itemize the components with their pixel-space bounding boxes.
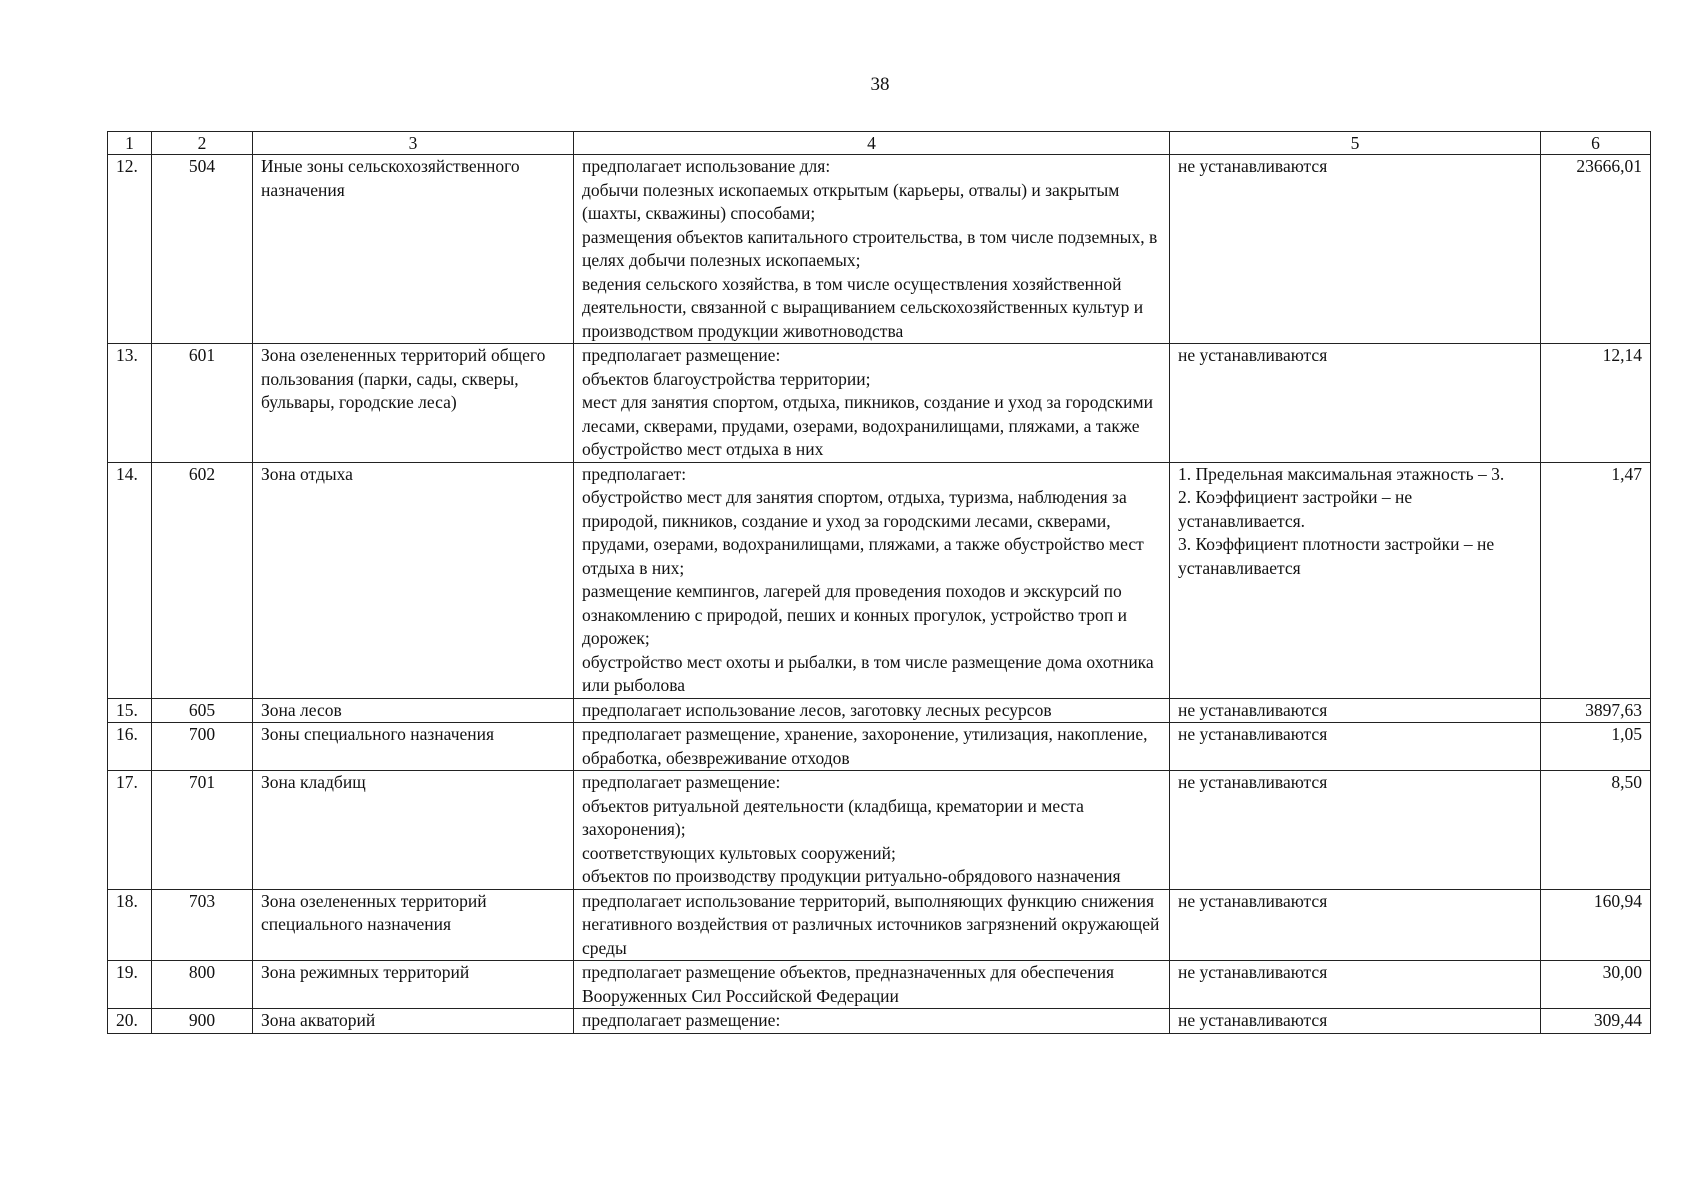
table-row <box>108 698 1651 723</box>
zone-code: 800 <box>152 961 253 1009</box>
zone-code: 602 <box>152 462 253 698</box>
table-row <box>108 771 1651 890</box>
zone-parameters: не устанавливаются <box>1170 723 1541 771</box>
zone-code: 700 <box>152 723 253 771</box>
table-header-row <box>108 132 1651 155</box>
zone-purpose: предполагает использование для: добычи полезных ископаемых открытым (карьеры, отвалы) и закрытым (шахты, скважины) способами; размещения объектов капитального строительства, в том числе подземных, в целях добычи полезных ископаемых; ведения сельского хозяйства, в том числе осуществления хозяйственной деятельности, связанной с выращиванием сельскохозяйственных культур и производством продукции животноводства <box>574 155 1170 344</box>
zone-purpose: предполагает размещение: объектов ритуальной деятельности (кладбища, крематории и места захоронения); соответствующих культовых сооружений; объектов по производству продукции ритуально-обрядового назначения <box>574 771 1170 890</box>
zone-name: Зона отдыха <box>253 462 574 698</box>
table-row <box>108 889 1651 961</box>
table-row <box>108 462 1651 698</box>
row-number: 17. <box>108 771 152 890</box>
zones-table <box>107 131 1651 1034</box>
zone-parameters: не устанавливаются <box>1170 961 1541 1009</box>
row-number: 12. <box>108 155 152 344</box>
zone-name: Зона озелененных территорий общего пользования (парки, сады, скверы, бульвары, городские леса) <box>253 344 574 463</box>
header-cell-2: 2 <box>152 132 253 155</box>
zone-purpose: предполагает: обустройство мест для занятия спортом, отдыха, туризма, наблюдения за природой, пикников, создание и уход за городскими лесами, скверами, прудами, озерами, водохранилищами, пляжами, а также обустройство мест отдыха в них; размещение кемпингов, лагерей для проведения походов и экскурсий по ознакомлению с природой, пеших и конных прогулок, устройство троп и дорожек; обустройство мест охоты и рыбалки, в том числе размещение дома охотника или рыболова <box>574 462 1170 698</box>
page-number: 38 <box>870 74 890 95</box>
header-cell-4: 4 <box>574 132 1170 155</box>
zone-code: 605 <box>152 698 253 723</box>
row-number: 13. <box>108 344 152 463</box>
zone-area: 309,44 <box>1541 1009 1651 1034</box>
zone-purpose: предполагает использование территорий, выполняющих функцию снижения негативного воздействия от различных источников загрязнений окружающей среды <box>574 889 1170 961</box>
zone-area: 160,94 <box>1541 889 1651 961</box>
zone-code: 900 <box>152 1009 253 1034</box>
zone-name: Зона кладбищ <box>253 771 574 890</box>
zone-parameters: не устанавливаются <box>1170 1009 1541 1034</box>
zone-parameters: 1. Предельная максимальная этажность – 3. 2. Коэффициент застройки – не устанавливается. 3. Коэффициент плотности застройки – не устанавливается <box>1170 462 1541 698</box>
zone-code: 703 <box>152 889 253 961</box>
zone-purpose: предполагает размещение объектов, предназначенных для обеспечения Вооруженных Сил Российской Федерации <box>574 961 1170 1009</box>
header-cell-6: 6 <box>1541 132 1651 155</box>
zone-area: 8,50 <box>1541 771 1651 890</box>
zone-parameters: не устанавливаются <box>1170 155 1541 344</box>
zone-code: 504 <box>152 155 253 344</box>
zone-name: Зоны специального назначения <box>253 723 574 771</box>
zone-area: 23666,01 <box>1541 155 1651 344</box>
row-number: 19. <box>108 961 152 1009</box>
zone-parameters: не устанавливаются <box>1170 698 1541 723</box>
row-number: 14. <box>108 462 152 698</box>
zone-code: 601 <box>152 344 253 463</box>
zone-purpose: предполагает размещение: <box>574 1009 1170 1034</box>
row-number: 15. <box>108 698 152 723</box>
zone-name: Зона лесов <box>253 698 574 723</box>
table-row <box>108 155 1651 344</box>
zone-name: Зона режимных территорий <box>253 961 574 1009</box>
zone-code: 701 <box>152 771 253 890</box>
row-number: 16. <box>108 723 152 771</box>
table-row <box>108 344 1651 463</box>
zone-name: Зона озелененных территорий специального назначения <box>253 889 574 961</box>
zone-parameters: не устанавливаются <box>1170 344 1541 463</box>
header-cell-3: 3 <box>253 132 574 155</box>
zone-parameters: не устанавливаются <box>1170 771 1541 890</box>
zone-purpose: предполагает размещение, хранение, захоронение, утилизация, накопление, обработка, обезвреживание отходов <box>574 723 1170 771</box>
zone-area: 1,47 <box>1541 462 1651 698</box>
zone-area: 30,00 <box>1541 961 1651 1009</box>
table-row <box>108 961 1651 1009</box>
header-cell-5: 5 <box>1170 132 1541 155</box>
row-number: 18. <box>108 889 152 961</box>
table-row <box>108 723 1651 771</box>
zone-parameters: не устанавливаются <box>1170 889 1541 961</box>
zone-purpose: предполагает размещение: объектов благоустройства территории; мест для занятия спортом, отдыха, пикников, создание и уход за городскими лесами, скверами, прудами, озерами, водохранилищами, пляжами, а также обустройство мест отдыха в них <box>574 344 1170 463</box>
zone-purpose: предполагает использование лесов, заготовку лесных ресурсов <box>574 698 1170 723</box>
zone-area: 1,05 <box>1541 723 1651 771</box>
zone-area: 12,14 <box>1541 344 1651 463</box>
header-cell-1: 1 <box>108 132 152 155</box>
zone-name: Зона акваторий <box>253 1009 574 1034</box>
table-row <box>108 1009 1651 1034</box>
zone-area: 3897,63 <box>1541 698 1651 723</box>
zone-name: Иные зоны сельскохозяйственного назначения <box>253 155 574 344</box>
row-number: 20. <box>108 1009 152 1034</box>
